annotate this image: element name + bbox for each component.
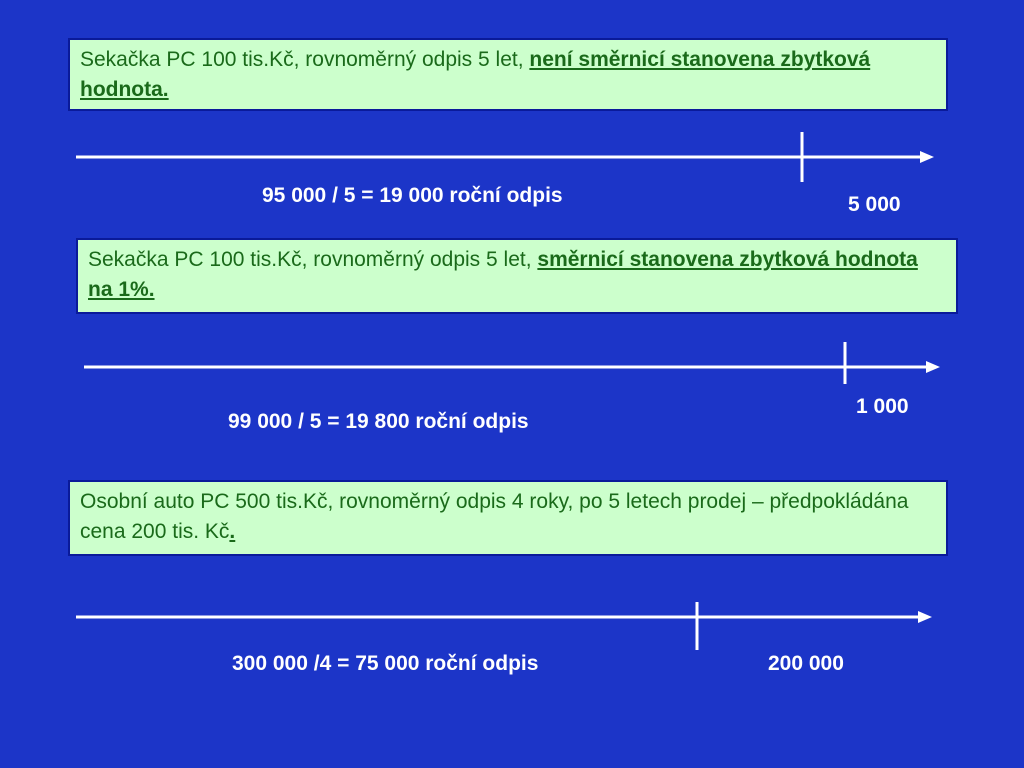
example2-residual-value: 1 000 bbox=[856, 395, 909, 418]
timeline-2-arrowhead bbox=[926, 361, 940, 373]
example3-description-box bbox=[68, 480, 948, 556]
example1-text: Sekačka PC 100 tis.Kč, rovnoměrný odpis 5 let, bbox=[80, 48, 530, 71]
example3-residual-value: 200 000 bbox=[768, 652, 844, 675]
timeline-3-arrowhead bbox=[918, 611, 932, 623]
example1-residual-value: 5 000 bbox=[848, 193, 901, 216]
example3-highlight: . bbox=[229, 520, 236, 543]
example1-highlight: není směrnicí stanovena zbytková hodnota. bbox=[80, 48, 871, 101]
example1-calculation: 95 000 / 5 = 19 000 roční odpis bbox=[262, 184, 563, 207]
example2-text: Sekačka PC 100 tis.Kč, rovnoměrný odpis 5 let, bbox=[88, 248, 538, 271]
example3-calculation: 300 000 /4 = 75 000 roční odpis bbox=[232, 652, 539, 675]
timeline-1-arrowhead bbox=[920, 151, 934, 163]
timeline-2 bbox=[84, 342, 940, 384]
timeline-1 bbox=[76, 132, 934, 182]
example2-calculation: 99 000 / 5 = 19 800 roční odpis bbox=[228, 410, 529, 433]
example3-text: Osobní auto PC 500 tis.Kč, rovnoměrný odpis 4 roky, po 5 letech prodej – předpokládána cena 200 tis. Kč bbox=[80, 490, 909, 543]
example2-highlight: směrnicí stanovena zbytková hodnota na 1%. bbox=[88, 248, 918, 301]
example2-description-box bbox=[76, 238, 958, 314]
timeline-3 bbox=[76, 602, 932, 650]
